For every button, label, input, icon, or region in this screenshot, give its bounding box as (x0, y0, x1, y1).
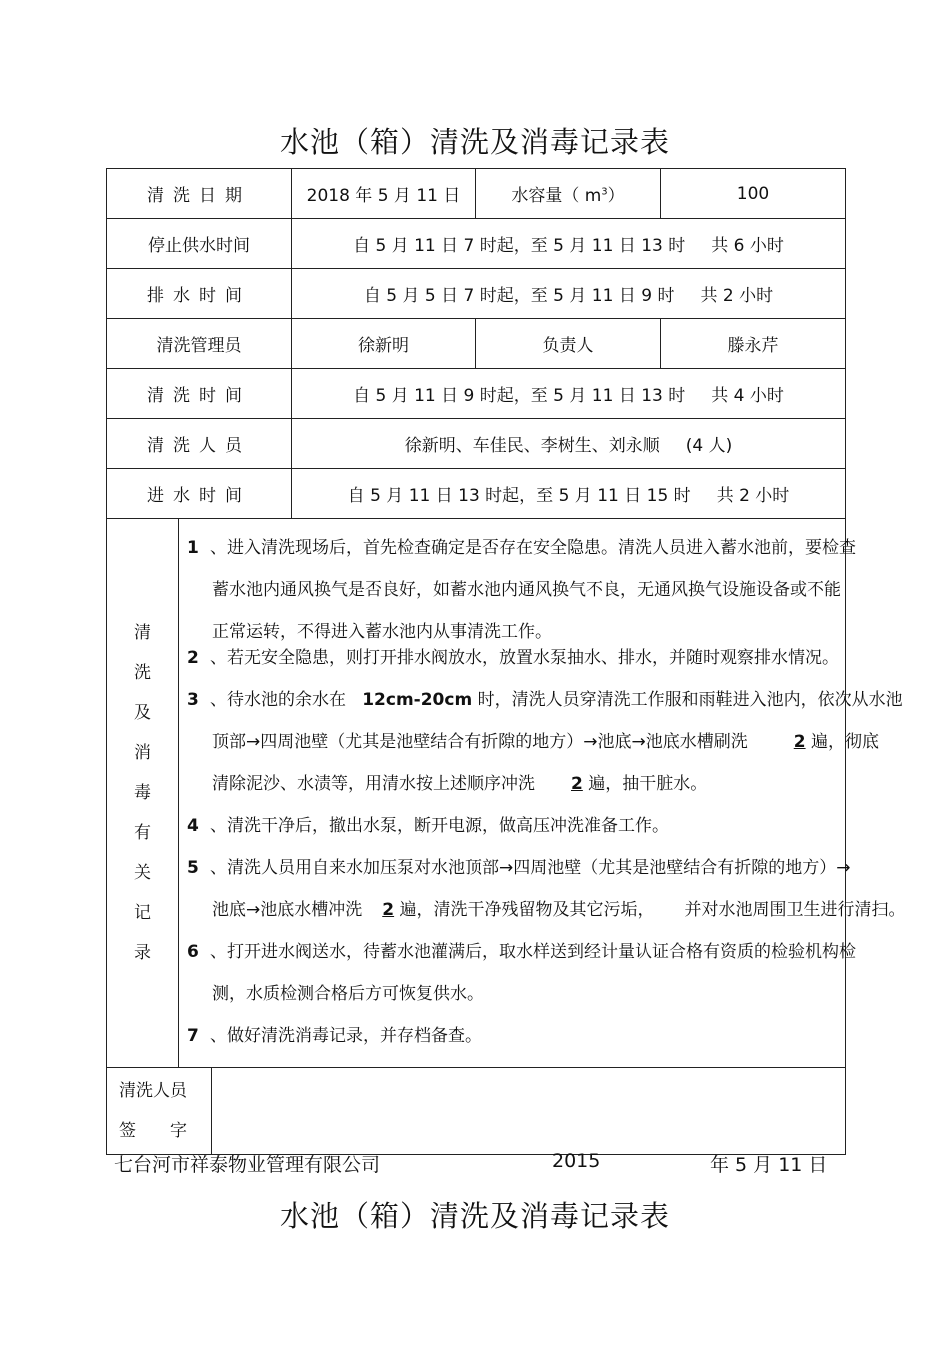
row-staff (107, 419, 846, 469)
capacity-value: 100 (661, 169, 846, 219)
step-3-line-1 (187, 689, 903, 731)
footer-company: 七台河市祥泰物业管理有限公司 (114, 1154, 381, 1176)
page-title: 水池（箱）清洗及消毒记录表 (279, 125, 670, 159)
step-text: 并对水池周围卫生进行清扫。 (684, 900, 906, 920)
records-label-char: 清 (134, 623, 151, 643)
capacity-label (476, 169, 661, 219)
inflow-cell (292, 469, 846, 519)
clean-time-value: 自 5 月 11 日 9 时起，至 5 月 11 日 13 时 (353, 386, 686, 406)
step-text: 清除泥沙、水渍等，用清水按上述顺序冲洗 (212, 774, 535, 794)
footer-date: 年 5 月 11 日 (710, 1154, 828, 1176)
row-signature (107, 1068, 846, 1155)
row-manager (107, 319, 846, 369)
wash-count: 2 (793, 732, 806, 752)
step-number: 3 (187, 690, 199, 710)
row-clean-date (107, 169, 846, 219)
records-label-char: 关 (134, 863, 151, 883)
step-number: 5 (187, 858, 199, 878)
staff-count: (4 人) (685, 436, 733, 456)
step-text: 、进入清洗现场后，首先检查确定是否存在安全隐患。清洗人员进入蓄水池前，要检查 (210, 538, 856, 558)
step-number: 4 (187, 816, 199, 836)
records-label-char: 毒 (134, 783, 151, 803)
step-5-line-2 (187, 899, 906, 941)
step-1-line-3 (187, 621, 845, 647)
records-label-char: 记 (134, 903, 151, 923)
drain-total: 共 2 小时 (700, 286, 774, 306)
footer-year: 2015 (552, 1150, 601, 1172)
step-text: 、待水池的余水在 (210, 690, 346, 710)
step-number: 2 (187, 648, 199, 668)
signature-label-line-2: 签 字 (119, 1121, 187, 1141)
row-drain (107, 269, 846, 319)
signature-label-line-1: 清洗人员 (119, 1081, 187, 1101)
step-text: 时，清洗人员穿清洗工作服和雨鞋进入池内，依次从水池 (477, 690, 903, 710)
step-number: 7 (187, 1026, 199, 1046)
step-text: 蓄水池内通风换气是否良好，如蓄水池内通风换气不良，无通风换气设施设备或不能 (212, 580, 841, 600)
signature-field[interactable] (212, 1068, 846, 1155)
staff-names: 徐新明、车佳民、李树生、刘永顺 (404, 436, 660, 456)
step-text: 遍，抽干脏水。 (588, 774, 708, 794)
step-2-line-1 (187, 647, 845, 689)
records-label-char: 录 (134, 943, 151, 963)
records-label-char: 及 (134, 703, 151, 723)
step-7-line-1 (187, 1025, 845, 1067)
step-text: 正常运转，不得进入蓄水池内从事清洗工作。 (212, 622, 552, 642)
step-1-line-2 (187, 579, 845, 621)
rinse-count: 2 (571, 774, 583, 794)
stop-supply-label: 停止供水时间 (107, 219, 292, 269)
water-level-range: 12cm-20cm (362, 690, 473, 710)
step-1-line-1 (187, 537, 856, 579)
records-label-char: 消 (134, 743, 151, 763)
responsible-label: 负责人 (476, 319, 661, 369)
step-text: 、若无安全隐患，则打开排水阀放水，放置水泵抽水、排水，并随时观察排水情况。 (210, 648, 839, 668)
capacity-unit-sup: 3 (601, 186, 608, 198)
step-3-line-3 (187, 773, 845, 815)
step-text: 、打开进水阀送水，待蓄水池灌满后，取水样送到经计量认证合格有资质的检验机构检 (210, 942, 856, 962)
row-records (107, 519, 846, 1068)
stop-supply-cell (292, 219, 846, 269)
row-stop-supply (107, 219, 846, 269)
step-text: 池底→池底水槽冲洗 (212, 900, 363, 920)
staff-label: 清洗人员 (107, 419, 292, 469)
clean-date-value: 2018 年 5 月 11 日 (292, 169, 476, 219)
step-3-line-2 (187, 731, 879, 773)
records-label (107, 519, 179, 1068)
records-label-char: 洗 (134, 663, 151, 683)
drain-label: 排水时间 (107, 269, 292, 319)
inflow-label: 进水时间 (107, 469, 292, 519)
row-inflow (107, 469, 846, 519)
stop-supply-value: 自 5 月 11 日 7 时起，至 5 月 11 日 13 时 (353, 236, 686, 256)
step-text: 、清洗人员用自来水加压泵对水池顶部→四周池壁（尤其是池壁结合有折隙的地方）→ (210, 858, 851, 878)
clean-time-total: 共 4 小时 (711, 386, 784, 406)
inflow-value: 自 5 月 11 日 13 时起，至 5 月 11 日 15 时 (347, 486, 691, 506)
flush-count: 2 (382, 900, 395, 920)
stop-supply-total: 共 6 小时 (711, 236, 784, 256)
clean-time-label: 清洗时间 (107, 369, 292, 419)
step-text: 遍，清洗干净残留物及其它污垢， (399, 900, 655, 920)
responsible-name: 滕永芹 (661, 319, 846, 369)
clean-time-cell (292, 369, 846, 419)
step-number: 6 (187, 942, 199, 962)
row-clean-time (107, 369, 846, 419)
manager-name: 徐新明 (292, 319, 476, 369)
manager-label: 清洗管理员 (107, 319, 292, 369)
signature-label (107, 1068, 212, 1155)
step-text: 、做好清洗消毒记录，并存档备查。 (210, 1026, 482, 1046)
drain-cell (292, 269, 846, 319)
step-number: 1 (187, 538, 199, 558)
capacity-label-close: ） (607, 186, 625, 206)
staff-cell (292, 419, 846, 469)
records-steps (179, 519, 906, 1068)
step-5-line-1 (187, 857, 851, 899)
step-4-line-1 (187, 815, 845, 857)
capacity-label-text: 水容量（ m (511, 186, 602, 206)
cleaning-record-table (106, 168, 906, 1155)
step-text: 遍，彻底 (810, 732, 879, 752)
page-title-repeat: 水池（箱）清洗及消毒记录表 (279, 1199, 670, 1233)
step-text: 、清洗干净后，撤出水泵，断开电源，做高压冲洗准备工作。 (210, 816, 669, 836)
inflow-total: 共 2 小时 (716, 486, 790, 506)
step-text: 顶部→四周池壁（尤其是池壁结合有折隙的地方）→池底→池底水槽刷洗 (212, 732, 748, 752)
clean-date-label: 清洗日期 (107, 169, 292, 219)
step-6-line-2 (187, 983, 845, 1025)
drain-value: 自 5 月 5 日 7 时起，至 5 月 11 日 9 时 (363, 286, 675, 306)
step-text: 测，水质检测合格后方可恢复供水。 (212, 984, 484, 1004)
records-label-char: 有 (134, 823, 151, 843)
step-6-line-1 (187, 941, 856, 983)
